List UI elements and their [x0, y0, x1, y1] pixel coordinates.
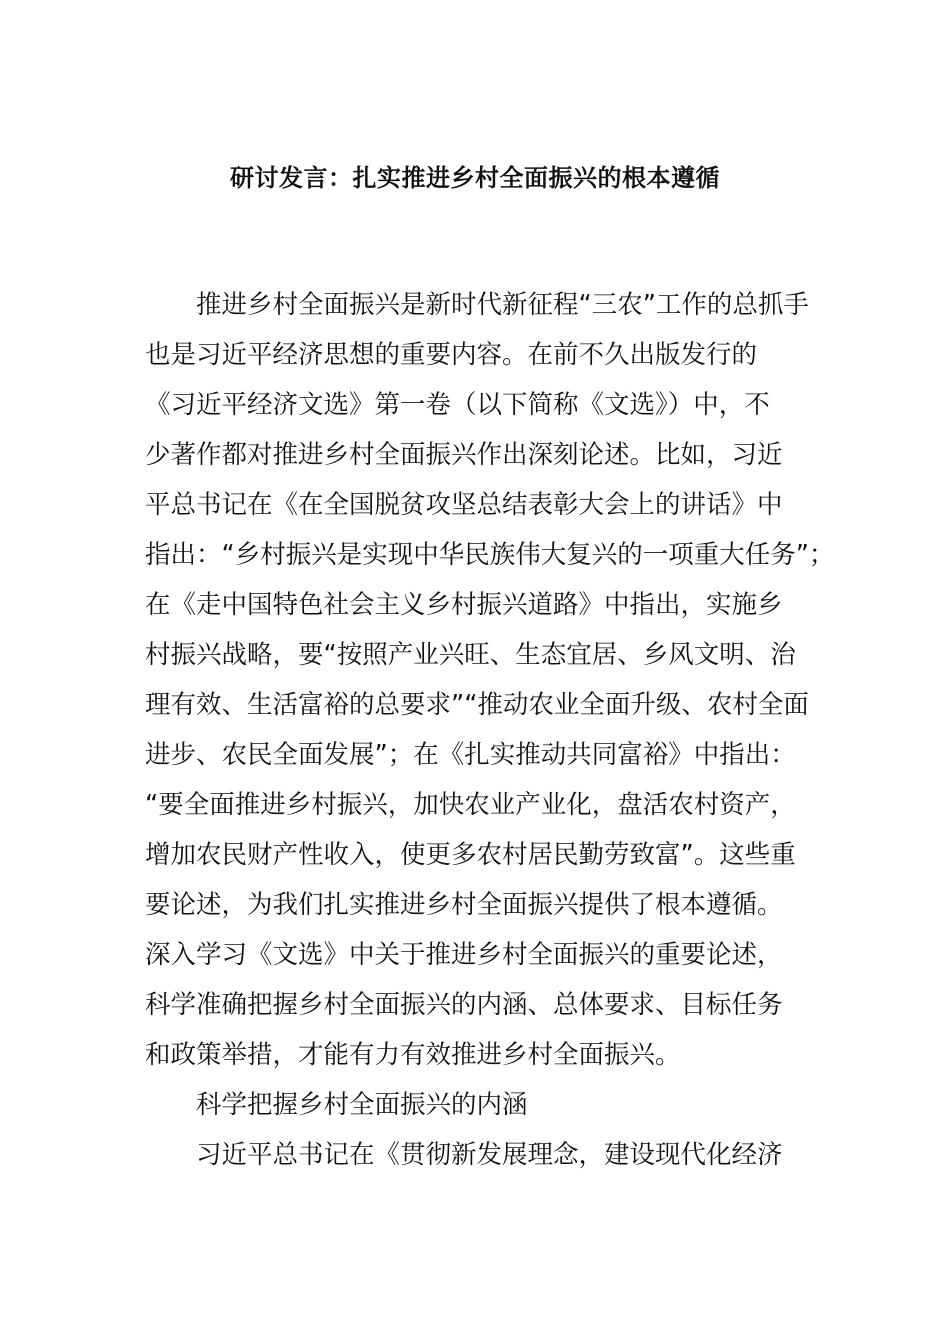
- paragraph-line: 也是习近平经济思想的重要内容。在前不久出版发行的: [145, 340, 758, 370]
- paragraph-line: 村振兴战略，要“按照产业兴旺、生态宜居、乡风文明、治: [145, 640, 796, 670]
- document-body: [145, 280, 835, 1180]
- paragraph-line: 推进乡村全面振兴是新时代新征程“三农”工作的总抓手: [196, 290, 809, 320]
- paragraph-line: 深入学习《文选》中关于推进乡村全面振兴的重要论述，: [145, 940, 783, 970]
- paragraph-line: 习近平总书记在《贯彻新发展理念，建设现代化经济: [196, 1140, 783, 1170]
- paragraph-line: 少著作都对推进乡村全面振兴作出深刻论述。比如，习近: [145, 440, 783, 470]
- document-title: 研讨发言：扎实推进乡村全面振兴的根本遵循: [230, 164, 720, 192]
- paragraph-line: “要全面推进乡村振兴，加快农业产业化，盘活农村资产，: [145, 790, 796, 820]
- paragraph-line: 科学准确把握乡村全面振兴的内涵、总体要求、目标任务: [145, 990, 783, 1020]
- paragraph-line: 要论述，为我们扎实推进乡村全面振兴提供了根本遵循。: [145, 890, 783, 920]
- paragraph-line: 增加农民财产性收入，使更多农村居民勤劳致富”。这些重: [145, 840, 796, 870]
- section-heading: 科学把握乡村全面振兴的内涵: [196, 1090, 528, 1120]
- paragraph-line: 指出：“乡村振兴是实现中华民族伟大复兴的一项重大任务”；: [145, 540, 835, 570]
- paragraph-line: 和政策举措，才能有力有效推进乡村全面振兴。: [145, 1040, 681, 1070]
- paragraph-line: 在《走中国特色社会主义乡村振兴道路》中指出，实施乡: [145, 590, 783, 620]
- paragraph-line: 进步、农民全面发展”；在《扎实推动共同富裕》中指出：: [145, 740, 796, 770]
- paragraph-line: 《习近平经济文选》第一卷（以下简称《文选》）中，不: [145, 390, 770, 420]
- paragraph-line: 平总书记在《在全国脱贫攻坚总结表彰大会上的讲话》中: [145, 490, 783, 520]
- paragraph-line: 理有效、生活富裕的总要求”“推动农业全面升级、农村全面: [145, 690, 809, 720]
